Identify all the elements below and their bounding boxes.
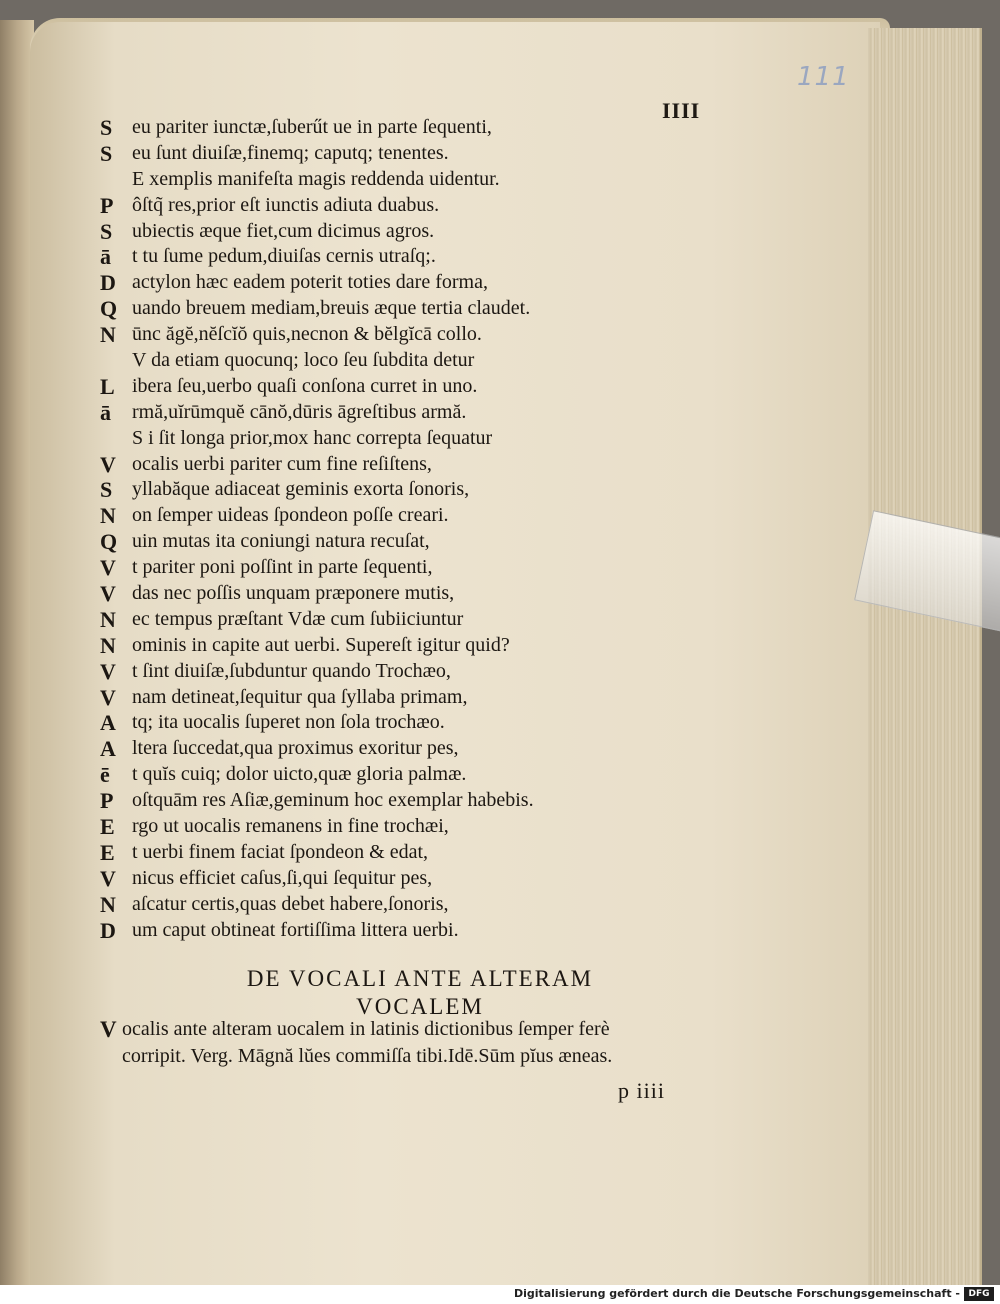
- verse-initial: ā: [100, 399, 111, 425]
- verse-text: oſtquām res Aſiæ,geminum hoc exemplar habebis.: [132, 789, 534, 812]
- verse-line: [100, 452, 740, 478]
- verse-line: [100, 788, 740, 814]
- verse-text: ôſtq̃ res,prior eſt iunctis adiuta duabus.: [132, 193, 440, 216]
- verse-text: V da etiam quocunq; loco ſeu ſubdita detur: [132, 349, 475, 372]
- verse-initial: V: [100, 555, 116, 581]
- verse-initial: N: [100, 322, 116, 348]
- verse-text: ominis in capite aut uerbi. Supereſt igitur quid?: [132, 633, 510, 656]
- verse-initial: V: [100, 581, 116, 607]
- verse-initial: P: [100, 192, 114, 218]
- verse-line: [100, 762, 740, 788]
- page-stack-edges: [868, 28, 982, 1285]
- verse-initial: ē: [100, 762, 110, 788]
- verse-block: [100, 115, 740, 944]
- verse-line: [100, 581, 740, 607]
- verse-text: das nec poſſis unquam præponere mutis,: [132, 582, 455, 605]
- verse-initial: Q: [100, 296, 118, 322]
- verse-text: ocalis uerbi pariter cum fine reſiſtens,: [132, 452, 432, 475]
- verse-text: tq; ita uocalis ſuperet non ſola trochæo.: [132, 711, 445, 734]
- verse-line: [100, 426, 740, 452]
- verse-text: ūnc ăgĕ,nĕſcĭŏ quis,necnon & bĕlgĭcā collo.: [132, 323, 482, 346]
- verse-line: [100, 348, 740, 374]
- prose-line-text: corripit. Verg. Māgnă lŭes commiſſa tibi.Idē.Sūm pĭus æneas.: [122, 1045, 613, 1067]
- verse-text: eu pariter iunctæ,ſuberűt ue in parte ſequenti,: [132, 116, 492, 138]
- verse-line: [100, 736, 740, 762]
- section-heading-line1: DE VOCALI ANTE ALTERAM: [246, 966, 594, 991]
- verse-text: t tu ſume pedum,diuiſas cernis utraſq;.: [132, 245, 436, 268]
- verse-line: [100, 659, 740, 685]
- verse-line: [100, 814, 740, 840]
- verse-text: nicus efficiet caſus,ſi,qui ſequitur pes,: [132, 866, 433, 889]
- verse-line: [100, 374, 740, 400]
- verse-initial: N: [100, 891, 116, 917]
- verse-line: [100, 193, 740, 219]
- verse-initial: N: [100, 503, 116, 529]
- verse-line: [100, 607, 740, 633]
- verse-text: t uerbi finem faciat ſpondeon & edat,: [132, 840, 429, 863]
- verse-text: actylon hæc eadem poterit toties dare forma,: [132, 271, 488, 294]
- verse-initial: S: [100, 140, 113, 166]
- footer-bar: [0, 1285, 1000, 1304]
- verse-line: [100, 866, 740, 892]
- section-heading-line2: VOCALEM: [356, 994, 484, 1019]
- verse-text: eu ſunt diuiſæ,finemq; caputq; tenentes.: [132, 141, 449, 164]
- verse-initial: L: [100, 373, 115, 399]
- verse-line: [100, 840, 740, 866]
- verse-text: ltera ſuccedat,qua proximus exoritur pes,: [132, 737, 459, 760]
- verse-text: rmă,uĭrūmquĕ cānŏ,dūris āgreſtibus armă.: [132, 400, 467, 423]
- verse-initial: D: [100, 917, 116, 943]
- verse-line: [100, 477, 740, 503]
- verse-initial: E: [100, 814, 115, 840]
- verse-initial: V: [100, 684, 116, 710]
- prose-paragraph: [100, 1016, 740, 1070]
- prose-line-text: ocalis ante alteram uocalem in latinis dictionibus ſemper ferè: [122, 1018, 610, 1040]
- verse-initial: V: [100, 658, 116, 684]
- verse-text: t quĭs cuiq; dolor uicto,quæ gloria palmæ.: [132, 763, 467, 786]
- verse-text: t pariter poni poſſint in parte ſequenti,: [132, 556, 433, 579]
- verse-line: [100, 710, 740, 736]
- verse-text: uando breuem mediam,breuis æque tertia claudet.: [132, 297, 531, 320]
- verse-line: [100, 685, 740, 711]
- verse-line: [100, 296, 740, 322]
- verse-initial: S: [100, 218, 113, 244]
- verse-text: ubiectis æque fiet,cum dicimus agros.: [132, 219, 435, 242]
- verse-initial: V: [100, 451, 116, 477]
- verse-text: rgo ut uocalis remanens in fine trochæi,: [132, 815, 449, 838]
- verse-initial: V: [100, 865, 116, 891]
- previous-leaf-edge: [0, 20, 34, 1285]
- verse-line: [100, 141, 740, 167]
- verse-text: t ſint diuiſæ,ſubduntur quando Trochæo,: [132, 659, 451, 682]
- verse-line: [100, 529, 740, 555]
- verse-text: yllabăque adiaceat geminis exorta ſonoris,: [132, 478, 470, 501]
- verse-initial: D: [100, 270, 116, 296]
- verse-line: [100, 633, 740, 659]
- pencil-folio-number: 111: [797, 62, 850, 92]
- verse-text: uin mutas ita coniungi natura recuſat,: [132, 530, 430, 553]
- verse-line: [100, 115, 740, 141]
- verse-line: [100, 555, 740, 581]
- prose-line: [100, 1016, 740, 1043]
- verse-initial: N: [100, 606, 116, 632]
- verse-text: nam detineat,ſequitur qua ſyllaba primam,: [132, 685, 468, 708]
- verse-initial: P: [100, 788, 114, 814]
- dfg-logo-icon: DFG: [964, 1287, 994, 1301]
- running-header-number: IIII: [662, 98, 701, 123]
- verse-initial: ā: [100, 244, 111, 270]
- verse-text: E xemplis manifeſta magis reddenda uidentur.: [132, 167, 500, 190]
- verse-initial: N: [100, 632, 116, 658]
- verse-line: [100, 219, 740, 245]
- verse-initial: A: [100, 710, 116, 736]
- verse-line: [100, 167, 740, 193]
- signature-mark: p iiii: [618, 1078, 665, 1103]
- verse-line: [100, 918, 740, 944]
- verse-line: [100, 322, 740, 348]
- verse-text: on ſemper uideas ſpondeon poſſe creari.: [132, 504, 449, 527]
- verse-initial: S: [100, 115, 113, 140]
- verse-line: [100, 244, 740, 270]
- verse-initial: Q: [100, 529, 118, 555]
- verse-initial: A: [100, 736, 116, 762]
- verse-text: ibera ſeu,uerbo quaſi conſona curret in uno.: [132, 374, 478, 397]
- verse-text: um caput obtineat fortiſſima littera uerbi.: [132, 918, 459, 941]
- verse-initial: S: [100, 477, 113, 503]
- prose-initial: V: [100, 1017, 117, 1042]
- verse-initial: E: [100, 839, 115, 865]
- verse-text: ec tempus præſtant Vdæ cum ſubiiciuntur: [132, 607, 464, 630]
- verse-text: aſcatur certis,quas debet habere,ſonoris,: [132, 892, 449, 915]
- verse-line: [100, 400, 740, 426]
- verse-text: S i ſit longa prior,mox hanc correpta ſequatur: [132, 426, 493, 449]
- funding-credit: Digitalisierung gefördert durch die Deutsche Forschungsgemeinschaft -: [513, 1287, 960, 1300]
- prose-line: [100, 1043, 740, 1070]
- verse-line: [100, 503, 740, 529]
- verse-line: [100, 270, 740, 296]
- verse-line: [100, 892, 740, 918]
